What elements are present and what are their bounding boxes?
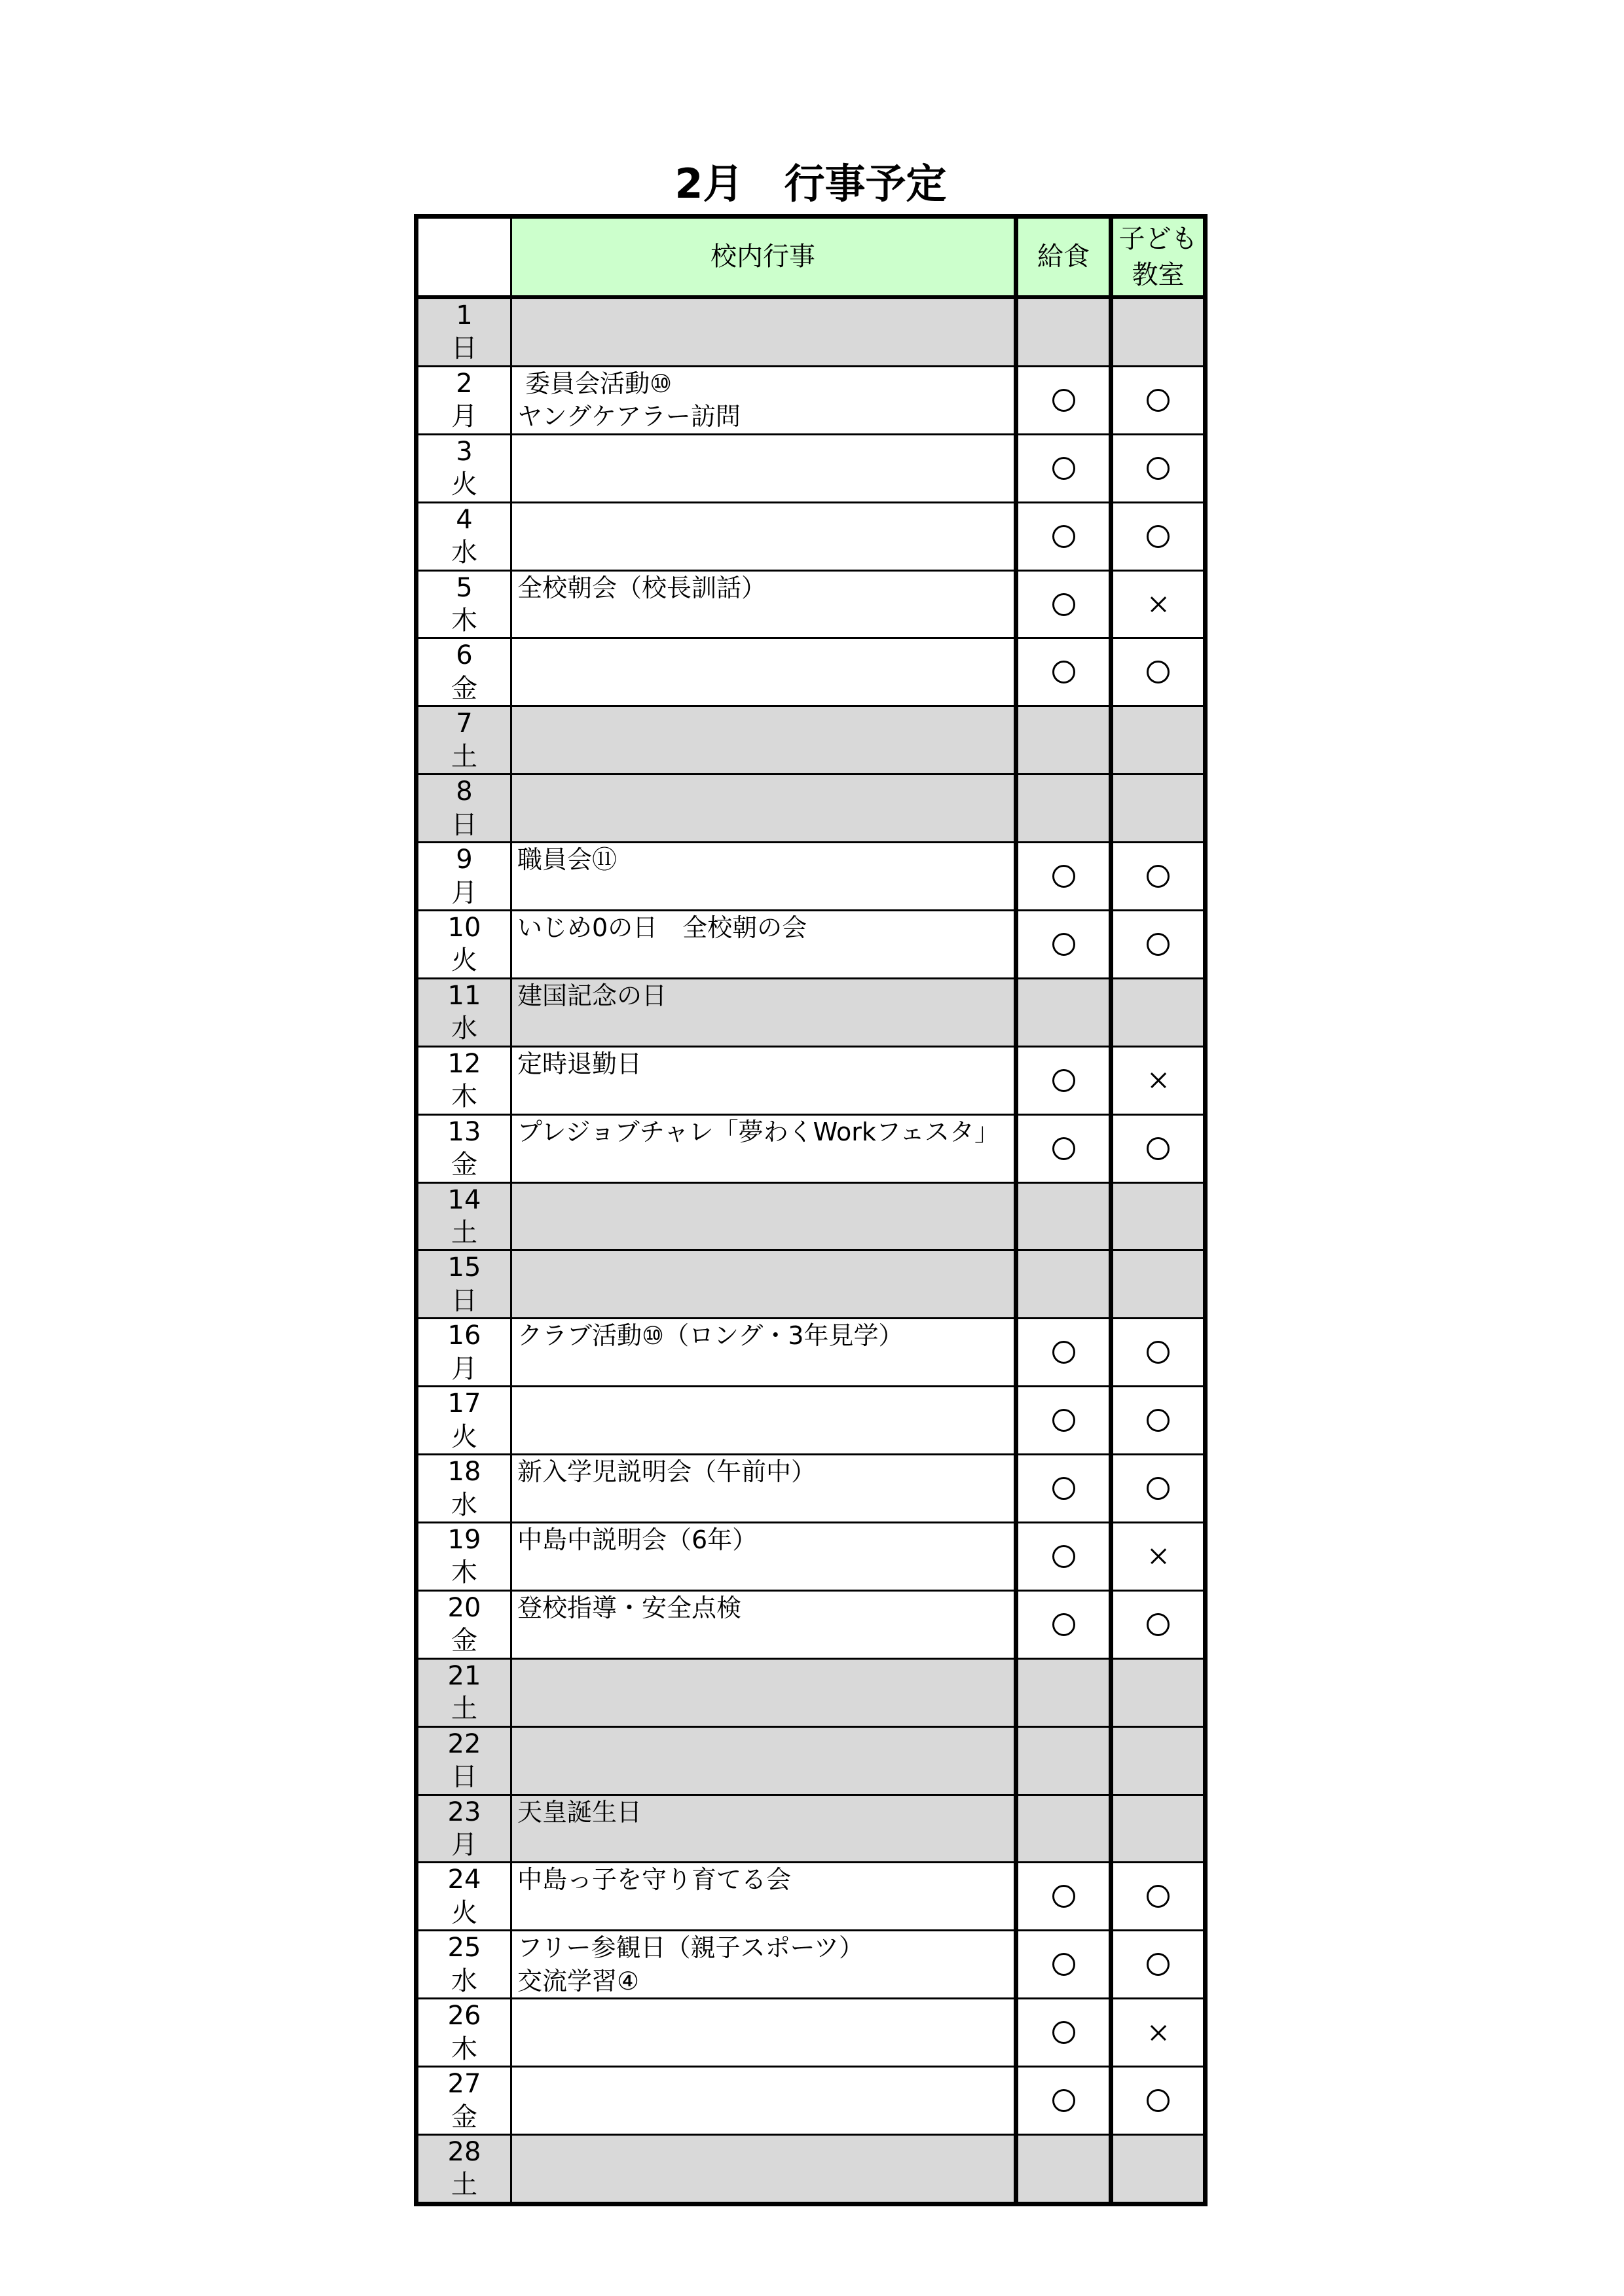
date-cell bbox=[418, 2136, 510, 2202]
event-line: クラブ活動⑩（ロング・3年見学） bbox=[517, 1321, 904, 1351]
event-line: 職員会⑪ bbox=[517, 845, 618, 875]
event-cell bbox=[510, 1184, 1014, 1250]
event-line bbox=[517, 1692, 1014, 1725]
day-number: 25 bbox=[447, 1933, 481, 1963]
kids-class-mark-icon bbox=[1147, 389, 1170, 412]
kids-class-cell bbox=[1109, 1387, 1203, 1453]
kids-class-cell bbox=[1109, 1523, 1203, 1590]
kids-class-mark-icon bbox=[1147, 1341, 1170, 1364]
schedule-row bbox=[418, 1114, 1203, 1182]
lunch-mark-icon bbox=[1052, 661, 1075, 683]
lunch-cell bbox=[1014, 1455, 1109, 1522]
event-line bbox=[517, 809, 1014, 841]
event-cell bbox=[510, 299, 1014, 365]
day-number: 18 bbox=[447, 1457, 481, 1487]
event-line bbox=[517, 1897, 1014, 1929]
date-cell bbox=[418, 1728, 510, 1794]
kids-class-mark-icon bbox=[1147, 457, 1170, 480]
schedule-row bbox=[418, 705, 1203, 773]
lunch-mark-icon bbox=[1052, 389, 1075, 412]
schedule-row bbox=[418, 2066, 1203, 2134]
lunch-cell bbox=[1014, 843, 1109, 909]
day-number: 22 bbox=[447, 1728, 481, 1759]
event-line: 全校朝会（校長訓話） bbox=[517, 573, 767, 602]
event-cell bbox=[510, 1455, 1014, 1522]
weekday: 金 bbox=[451, 1150, 477, 1180]
kids-class-cell bbox=[1109, 775, 1203, 841]
weekday: 金 bbox=[451, 1626, 477, 1656]
table-header-row bbox=[418, 219, 1203, 299]
schedule-row bbox=[418, 1590, 1203, 1658]
kids-class-mark-icon bbox=[1151, 1072, 1166, 1088]
weekday: 金 bbox=[451, 673, 477, 704]
day-number: 4 bbox=[456, 504, 473, 535]
event-cell bbox=[510, 435, 1014, 501]
weekday: 月 bbox=[451, 877, 477, 908]
lunch-cell bbox=[1014, 979, 1109, 1046]
schedule-row bbox=[418, 299, 1203, 365]
page-title: 2月 行事予定 bbox=[674, 160, 947, 208]
date-cell bbox=[418, 435, 510, 501]
kids-class-mark-icon bbox=[1147, 2089, 1170, 2112]
lunch-cell bbox=[1014, 1387, 1109, 1453]
weekday: 木 bbox=[451, 2033, 477, 2064]
event-cell bbox=[510, 911, 1014, 977]
day-number: 12 bbox=[447, 1048, 481, 1079]
schedule-row bbox=[418, 1453, 1203, 1522]
kids-class-cell bbox=[1109, 1931, 1203, 1997]
lunch-mark-icon bbox=[1052, 1477, 1075, 1500]
event-cell bbox=[510, 707, 1014, 773]
day-number: 28 bbox=[447, 2137, 481, 2168]
header-lunch-label: 給食 bbox=[1037, 242, 1090, 272]
kids-class-cell bbox=[1109, 843, 1203, 909]
event-line bbox=[517, 604, 1014, 637]
lunch-cell bbox=[1014, 367, 1109, 433]
weekday: 火 bbox=[451, 1897, 477, 1928]
schedule-row bbox=[418, 1046, 1203, 1114]
event-line bbox=[517, 639, 1014, 672]
kids-class-cell bbox=[1109, 1184, 1203, 1250]
event-line bbox=[517, 1148, 1014, 1181]
event-cell bbox=[510, 1319, 1014, 1385]
date-cell bbox=[418, 1863, 510, 1929]
event-cell bbox=[510, 2136, 1014, 2202]
date-cell bbox=[418, 1455, 510, 1522]
day-number: 5 bbox=[456, 572, 473, 603]
day-number: 8 bbox=[456, 776, 473, 807]
weekday: 火 bbox=[451, 945, 477, 976]
event-line bbox=[517, 1251, 1014, 1284]
date-cell bbox=[418, 1796, 510, 1862]
event-line bbox=[517, 2033, 1014, 2066]
kids-class-cell bbox=[1109, 2068, 1203, 2134]
weekday: 木 bbox=[451, 1082, 477, 1112]
weekday: 火 bbox=[451, 469, 477, 500]
header-kids-class-label-line1: 子ども bbox=[1118, 223, 1198, 254]
header-kids-class-cell bbox=[1109, 219, 1203, 295]
header-lunch-cell bbox=[1014, 219, 1109, 295]
event-line bbox=[517, 1999, 1014, 2032]
header-events-label: 校内行事 bbox=[710, 242, 815, 272]
day-number: 13 bbox=[447, 1116, 481, 1147]
weekday: 日 bbox=[451, 1762, 477, 1793]
date-cell bbox=[418, 1999, 510, 2066]
weekday: 土 bbox=[451, 1694, 477, 1724]
event-line bbox=[517, 1216, 1014, 1249]
event-cell bbox=[510, 1116, 1014, 1182]
schedule-row bbox=[418, 637, 1203, 705]
lunch-cell bbox=[1014, 572, 1109, 638]
date-cell bbox=[418, 1523, 510, 1590]
event-line: 定時退勤日 bbox=[517, 1049, 642, 1078]
lunch-cell bbox=[1014, 1660, 1109, 1726]
schedule-row bbox=[418, 841, 1203, 909]
event-line bbox=[517, 2136, 1014, 2168]
event-line bbox=[517, 503, 1014, 536]
event-line bbox=[517, 1184, 1014, 1216]
weekday: 水 bbox=[451, 1489, 477, 1520]
kids-class-mark-icon bbox=[1151, 596, 1166, 612]
date-cell bbox=[418, 1319, 510, 1385]
lunch-mark-icon bbox=[1052, 1885, 1075, 1908]
event-line bbox=[517, 536, 1014, 569]
kids-class-cell bbox=[1109, 1863, 1203, 1929]
day-number: 7 bbox=[456, 708, 473, 739]
event-line bbox=[517, 299, 1014, 332]
kids-class-cell bbox=[1109, 367, 1203, 433]
weekday: 日 bbox=[451, 809, 477, 840]
lunch-mark-icon bbox=[1052, 1341, 1075, 1364]
lunch-cell bbox=[1014, 1728, 1109, 1794]
event-line bbox=[517, 672, 1014, 705]
lunch-cell bbox=[1014, 299, 1109, 365]
lunch-mark-icon bbox=[1052, 2089, 1075, 2112]
lunch-cell bbox=[1014, 707, 1109, 773]
date-cell bbox=[418, 911, 510, 977]
day-number: 23 bbox=[447, 1796, 481, 1827]
kids-class-cell bbox=[1109, 1592, 1203, 1658]
date-cell bbox=[418, 503, 510, 570]
event-line: 天皇誕生日 bbox=[517, 1797, 642, 1827]
kids-class-mark-icon bbox=[1147, 1953, 1170, 1976]
weekday: 月 bbox=[451, 401, 477, 432]
kids-class-cell bbox=[1109, 1455, 1203, 1522]
weekday: 木 bbox=[451, 606, 477, 636]
day-number: 14 bbox=[447, 1184, 481, 1215]
weekday: 日 bbox=[451, 333, 477, 364]
lunch-mark-icon bbox=[1052, 1613, 1075, 1636]
day-number: 10 bbox=[447, 913, 481, 943]
day-number: 24 bbox=[447, 1865, 481, 1895]
event-cell bbox=[510, 1728, 1014, 1794]
schedule-row bbox=[418, 1794, 1203, 1862]
event-cell bbox=[510, 1048, 1014, 1114]
event-line: 建国記念の日 bbox=[517, 981, 667, 1010]
schedule-row bbox=[418, 365, 1203, 433]
date-cell bbox=[418, 843, 510, 909]
schedule-row bbox=[418, 570, 1203, 638]
weekday: 火 bbox=[451, 1421, 477, 1452]
schedule-row bbox=[418, 773, 1203, 841]
kids-class-mark-icon bbox=[1147, 1137, 1170, 1160]
lunch-cell bbox=[1014, 2136, 1109, 2202]
event-line bbox=[517, 468, 1014, 501]
lunch-cell bbox=[1014, 2068, 1109, 2134]
schedule-row bbox=[418, 1997, 1203, 2066]
day-number: 2 bbox=[456, 368, 473, 399]
lunch-mark-icon bbox=[1052, 933, 1075, 956]
kids-class-cell bbox=[1109, 503, 1203, 570]
event-line bbox=[517, 1660, 1014, 1692]
schedule-row bbox=[418, 1317, 1203, 1385]
lunch-mark-icon bbox=[1052, 1409, 1075, 1432]
kids-class-cell bbox=[1109, 572, 1203, 638]
schedule-row bbox=[418, 1249, 1203, 1317]
kids-class-cell bbox=[1109, 1116, 1203, 1182]
date-cell bbox=[418, 979, 510, 1046]
weekday: 土 bbox=[451, 1218, 477, 1248]
header-date-cell bbox=[418, 219, 510, 295]
date-cell bbox=[418, 1660, 510, 1726]
day-number: 20 bbox=[447, 1592, 481, 1623]
event-cell bbox=[510, 1592, 1014, 1658]
day-number: 16 bbox=[447, 1321, 481, 1351]
event-cell bbox=[510, 979, 1014, 1046]
lunch-cell bbox=[1014, 775, 1109, 841]
date-cell bbox=[418, 1048, 510, 1114]
event-line bbox=[517, 2101, 1014, 2134]
event-line bbox=[517, 1285, 1014, 1317]
schedule-row bbox=[418, 1385, 1203, 1453]
kids-class-cell bbox=[1109, 1048, 1203, 1114]
date-cell bbox=[418, 299, 510, 365]
event-line bbox=[517, 740, 1014, 773]
kids-class-cell bbox=[1109, 299, 1203, 365]
lunch-cell bbox=[1014, 1048, 1109, 1114]
lunch-mark-icon bbox=[1052, 865, 1075, 888]
event-line: 交流学習④ bbox=[517, 1966, 640, 1995]
lunch-cell bbox=[1014, 1863, 1109, 1929]
date-cell bbox=[418, 1116, 510, 1182]
kids-class-mark-icon bbox=[1147, 865, 1170, 888]
event-cell bbox=[510, 572, 1014, 638]
lunch-cell bbox=[1014, 1184, 1109, 1250]
event-line: ヤングケアラー訪問 bbox=[517, 402, 741, 431]
day-number: 26 bbox=[447, 2001, 481, 2032]
event-cell bbox=[510, 2068, 1014, 2134]
header-kids-class-label-line2: 教室 bbox=[1132, 259, 1185, 290]
date-cell bbox=[418, 1251, 510, 1317]
schedule-row bbox=[418, 2134, 1203, 2202]
event-line bbox=[517, 1829, 1014, 1861]
weekday: 水 bbox=[451, 1013, 477, 1044]
event-line bbox=[517, 1760, 1014, 1793]
date-cell bbox=[418, 367, 510, 433]
lunch-cell bbox=[1014, 639, 1109, 705]
kids-class-mark-icon bbox=[1147, 525, 1170, 548]
event-line bbox=[517, 707, 1014, 740]
event-line bbox=[517, 775, 1014, 808]
event-line: プレジョブチャレ「夢わくWorkフェスタ」 bbox=[517, 1117, 999, 1146]
lunch-cell bbox=[1014, 503, 1109, 570]
header-events-cell bbox=[510, 219, 1014, 295]
lunch-cell bbox=[1014, 1796, 1109, 1862]
weekday: 金 bbox=[451, 2102, 477, 2132]
day-number: 1 bbox=[456, 301, 473, 331]
event-line bbox=[517, 944, 1014, 977]
kids-class-cell bbox=[1109, 2136, 1203, 2202]
date-cell bbox=[418, 1184, 510, 1250]
weekday: 水 bbox=[451, 538, 477, 568]
event-line: 新入学児説明会（午前中） bbox=[517, 1457, 817, 1487]
lunch-cell bbox=[1014, 911, 1109, 977]
lunch-mark-icon bbox=[1052, 1953, 1075, 1976]
event-line bbox=[517, 1728, 1014, 1760]
kids-class-cell bbox=[1109, 435, 1203, 501]
day-number: 15 bbox=[447, 1252, 481, 1283]
kids-class-cell bbox=[1109, 707, 1203, 773]
lunch-cell bbox=[1014, 1999, 1109, 2066]
schedule-row bbox=[418, 1658, 1203, 1726]
event-cell bbox=[510, 775, 1014, 841]
kids-class-cell bbox=[1109, 1319, 1203, 1385]
lunch-cell bbox=[1014, 1319, 1109, 1385]
date-cell bbox=[418, 2068, 510, 2134]
event-line bbox=[517, 2168, 1014, 2201]
day-number: 17 bbox=[447, 1389, 481, 1419]
lunch-mark-icon bbox=[1052, 1069, 1075, 1092]
lunch-cell bbox=[1014, 1251, 1109, 1317]
event-line bbox=[517, 1624, 1014, 1657]
kids-class-mark-icon bbox=[1147, 1477, 1170, 1500]
lunch-cell bbox=[1014, 1116, 1109, 1182]
event-line: 中島っ子を守り育てる会 bbox=[517, 1865, 792, 1895]
day-number: 27 bbox=[447, 2069, 481, 2100]
event-cell bbox=[510, 1387, 1014, 1453]
event-cell bbox=[510, 1999, 1014, 2066]
weekday: 木 bbox=[451, 1558, 477, 1588]
event-cell bbox=[510, 1523, 1014, 1590]
day-number: 3 bbox=[456, 436, 473, 467]
event-cell bbox=[510, 1251, 1014, 1317]
kids-class-mark-icon bbox=[1147, 661, 1170, 683]
weekday: 月 bbox=[451, 1830, 477, 1861]
event-line: 委員会活動⑩ bbox=[517, 369, 673, 398]
event-line bbox=[517, 332, 1014, 365]
schedule-row bbox=[418, 909, 1203, 977]
event-cell bbox=[510, 1931, 1014, 1997]
lunch-mark-icon bbox=[1052, 1545, 1075, 1568]
event-cell bbox=[510, 1660, 1014, 1726]
schedule-row bbox=[418, 1861, 1203, 1929]
kids-class-cell bbox=[1109, 1728, 1203, 1794]
lunch-cell bbox=[1014, 1592, 1109, 1658]
weekday: 土 bbox=[451, 741, 477, 772]
lunch-mark-icon bbox=[1052, 525, 1075, 548]
kids-class-cell bbox=[1109, 911, 1203, 977]
lunch-cell bbox=[1014, 1523, 1109, 1590]
lunch-cell bbox=[1014, 1931, 1109, 1997]
event-line bbox=[517, 1387, 1014, 1420]
event-line bbox=[517, 1012, 1014, 1045]
weekday: 水 bbox=[451, 1965, 477, 1996]
lunch-mark-icon bbox=[1052, 457, 1075, 480]
lunch-cell bbox=[1014, 435, 1109, 501]
date-cell bbox=[418, 707, 510, 773]
date-cell bbox=[418, 572, 510, 638]
event-line: 登校指導・安全点検 bbox=[517, 1593, 742, 1622]
kids-class-mark-icon bbox=[1151, 2025, 1166, 2041]
lunch-mark-icon bbox=[1052, 2021, 1075, 2044]
schedule-row bbox=[418, 1929, 1203, 1997]
event-cell bbox=[510, 639, 1014, 705]
weekday: 日 bbox=[451, 1285, 477, 1316]
day-number: 19 bbox=[447, 1525, 481, 1556]
kids-class-mark-icon bbox=[1147, 1885, 1170, 1908]
kids-class-mark-icon bbox=[1147, 1613, 1170, 1636]
schedule-row bbox=[418, 1522, 1203, 1590]
event-line: フリー参観日（親子スポーツ） bbox=[517, 1933, 864, 1963]
lunch-mark-icon bbox=[1052, 593, 1075, 616]
event-line bbox=[517, 1353, 1014, 1385]
schedule-row bbox=[418, 1182, 1203, 1250]
kids-class-cell bbox=[1109, 1796, 1203, 1862]
kids-class-cell bbox=[1109, 979, 1203, 1046]
event-line bbox=[517, 1556, 1014, 1589]
event-line bbox=[517, 877, 1014, 909]
event-line: いじめ0の日 全校朝の会 bbox=[517, 913, 807, 943]
schedule-row bbox=[418, 1726, 1203, 1794]
schedule-row bbox=[418, 977, 1203, 1046]
day-number: 21 bbox=[447, 1660, 481, 1691]
kids-class-cell bbox=[1109, 1251, 1203, 1317]
kids-class-cell bbox=[1109, 1999, 1203, 2066]
event-line bbox=[517, 2068, 1014, 2100]
day-number: 9 bbox=[456, 845, 473, 875]
event-line: 中島中説明会（6年） bbox=[517, 1525, 758, 1555]
kids-class-cell bbox=[1109, 1660, 1203, 1726]
weekday: 月 bbox=[451, 1353, 477, 1384]
day-number: 11 bbox=[447, 980, 481, 1011]
date-cell bbox=[418, 1931, 510, 1997]
event-cell bbox=[510, 1796, 1014, 1862]
kids-class-mark-icon bbox=[1147, 1409, 1170, 1432]
day-number: 6 bbox=[456, 640, 473, 671]
event-line bbox=[517, 435, 1014, 468]
event-line bbox=[517, 1489, 1014, 1522]
weekday: 土 bbox=[451, 2170, 477, 2200]
date-cell bbox=[418, 775, 510, 841]
event-cell bbox=[510, 367, 1014, 433]
lunch-mark-icon bbox=[1052, 1137, 1075, 1160]
event-cell bbox=[510, 1863, 1014, 1929]
date-cell bbox=[418, 1592, 510, 1658]
schedule-row bbox=[418, 433, 1203, 501]
kids-class-mark-icon bbox=[1151, 1548, 1166, 1564]
event-line bbox=[517, 1421, 1014, 1453]
event-cell bbox=[510, 503, 1014, 570]
schedule-table bbox=[414, 214, 1208, 2206]
event-cell bbox=[510, 843, 1014, 909]
schedule-row bbox=[418, 501, 1203, 570]
kids-class-mark-icon bbox=[1147, 933, 1170, 956]
event-line bbox=[517, 1080, 1014, 1113]
date-cell bbox=[418, 1387, 510, 1453]
date-cell bbox=[418, 639, 510, 705]
kids-class-cell bbox=[1109, 639, 1203, 705]
